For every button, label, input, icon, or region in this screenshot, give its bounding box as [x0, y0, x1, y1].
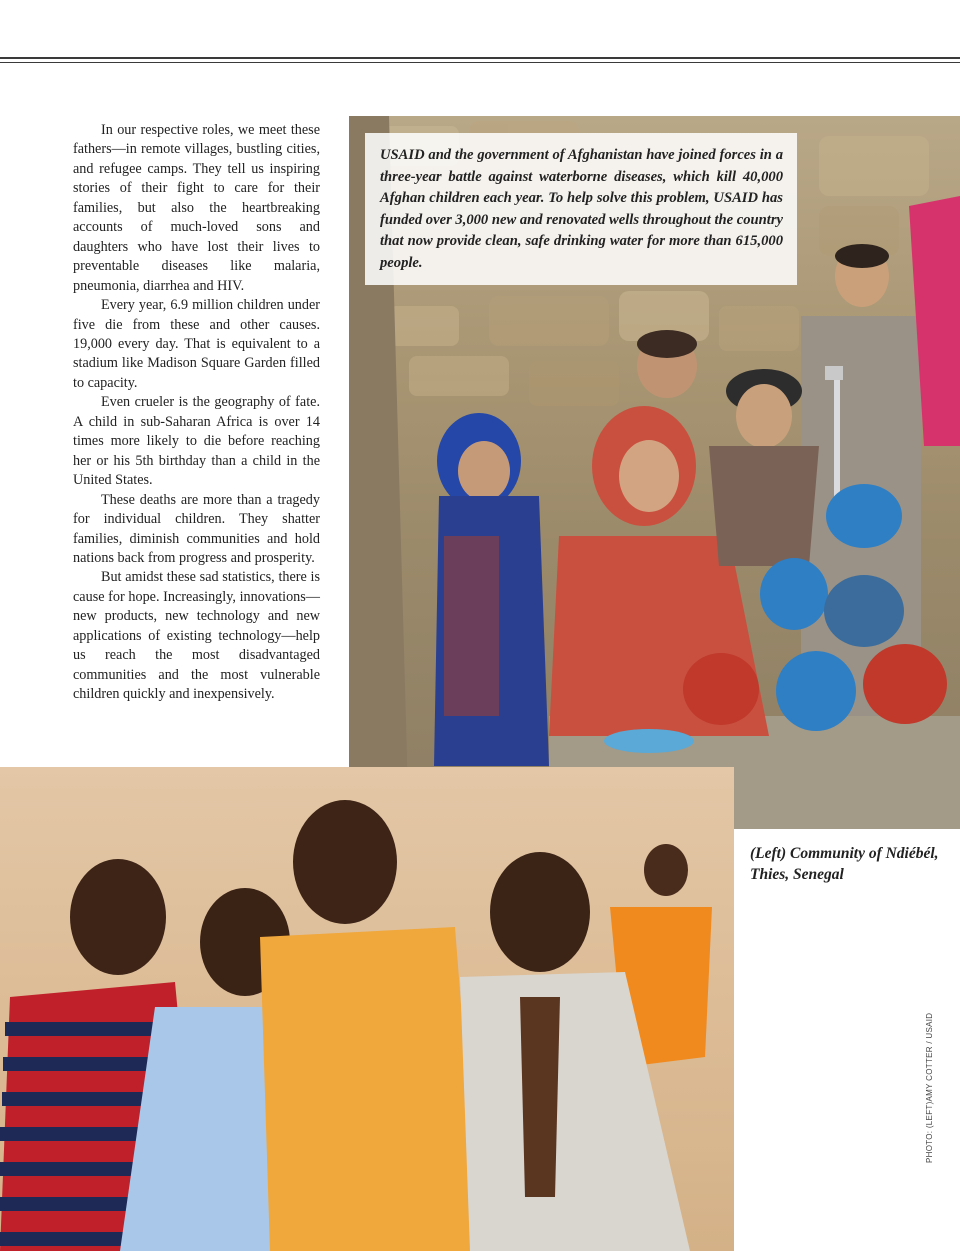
paragraph-5: But amidst these sad statistics, there is cause for hope. Increasingly, innovations—new products, new technology and new applications of existing technology—help us reach the most disadvantaged communities and the most vulnerable children quickly and inexpensively.: [73, 569, 320, 703]
paragraph-2: Every year, 6.9 million children under five die from these and other causes. 19,000 every day. That is equivalent to a stadium like Madison Square Garden filled to capacity.: [73, 297, 320, 391]
paragraph-4: These deaths are more than a tragedy for individual children. They shatter families, diminish communities and hold nations back from progress and prosperity.: [73, 491, 320, 566]
paragraph-1: In our respective roles, we meet these fathers—in remote villages, bustling cities, and refugee camps. They tell us inspiring stories of their fight to care for their families, but also the heartbreaking accounts of much-loved sons and daughters who have lost their lives to preventable diseases like malaria, pneumonia, diarrhea and HIV.: [73, 122, 320, 294]
article-body: [73, 121, 320, 705]
afghanistan-photo-caption: USAID and the government of Afghanistan have joined forces in a three-year battle against waterborne diseases, which kill 40,000 Afghan children each year. To help solve this problem, USAID has funded over 3,000 new and renovated wells throughout the country that now provide clean, safe drinking water for more than 615,000 people.: [380, 147, 783, 271]
water-stream: [834, 380, 840, 500]
header-rule-thick: [0, 57, 960, 59]
header-rule-thin: [0, 62, 960, 63]
paragraph-3: Even crueler is the geography of fate. A child in sub-Saharan Africa is over 14 times more likely to die before reaching her or his 5th birthday than a child in the United States.: [73, 394, 320, 489]
child-blue-headscarf: [434, 413, 549, 766]
senegal-children-photo: [0, 767, 734, 1251]
senegal-photo-illustration: [0, 767, 734, 1251]
photo-credit: PHOTO: (LEFT)AMY COTTER / USAID: [925, 1012, 934, 1163]
senegal-photo-caption: (Left) Community of Ndiébél, Thies, Senegal: [750, 845, 939, 883]
boy-top: [637, 330, 697, 398]
boy-yellow-tunic: [260, 800, 480, 1251]
water-tap: [825, 366, 843, 380]
